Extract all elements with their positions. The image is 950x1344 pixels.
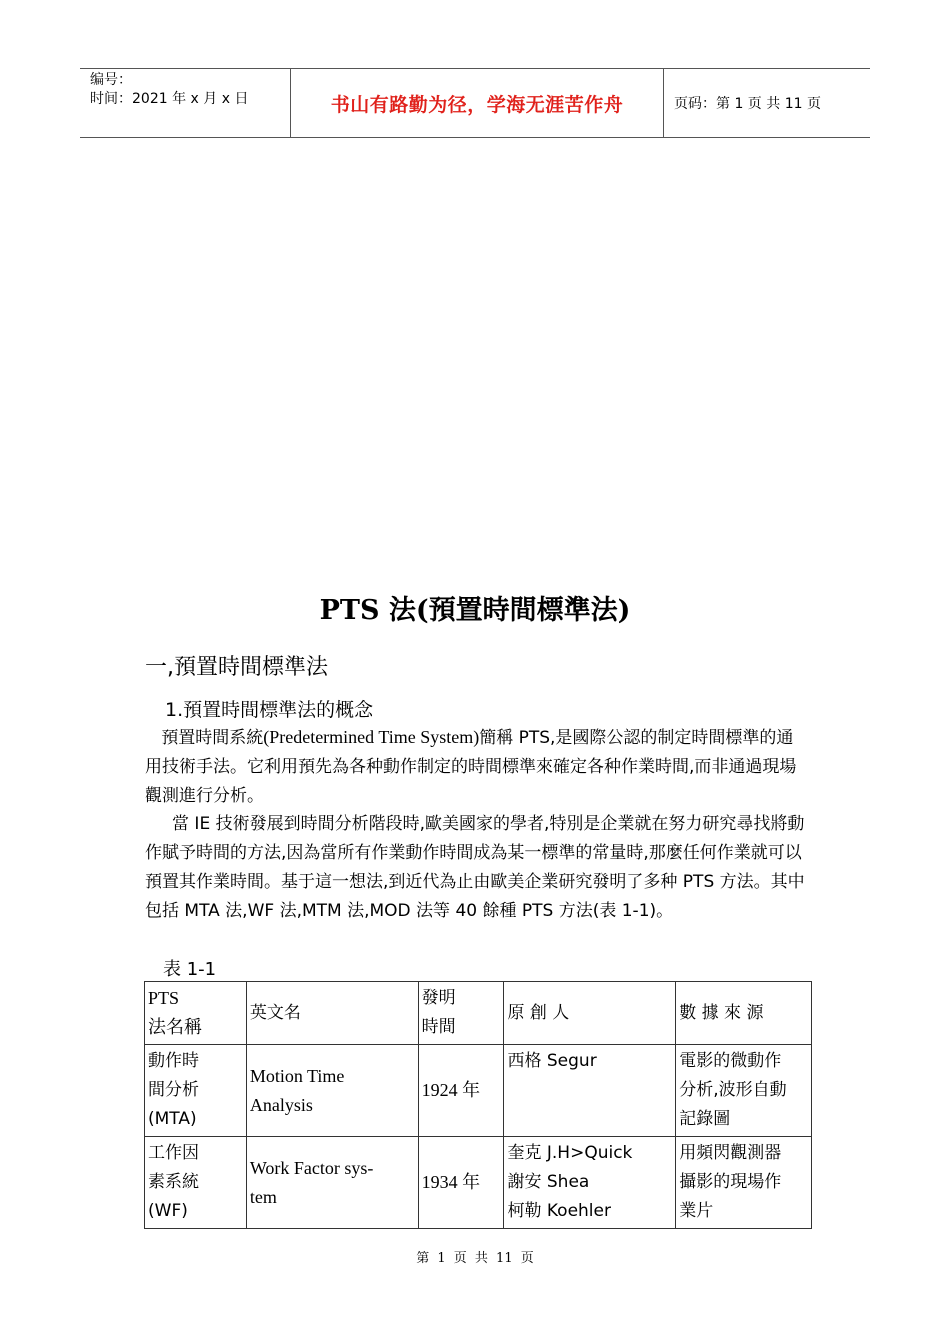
table-cell: Work Factor sys- tem [246,1137,418,1229]
table-cell: 工作因 素系統 (WF) [145,1137,247,1229]
table-cell: 西格 Segur [504,1045,676,1137]
table-cell: 動作時 間分析 (MTA) [145,1045,247,1137]
header-motto: 书山有路勤为径，学海无涯苦作舟 [290,69,664,137]
header-cell: 原 創 人 [504,982,676,1045]
table-cell: 用頻閃觀測器 攝影的現場作 業片 [676,1137,812,1229]
header-cell: 數 據 來 源 [676,982,812,1045]
header-meta [80,69,290,137]
section-heading: 一,預置時間標準法 [145,655,328,680]
pts-methods-table [144,981,812,1229]
time-label: 时间：2021 年 x 月 x 日 [90,91,249,107]
table-cell: Motion Time Analysis [246,1045,418,1137]
paragraph-1-part-b: (Predetermined Time System) [263,727,480,747]
paragraph-2-text: 當 IE 技術發展到時間分析階段時,歐美國家的學者,特別是企業就在努力研究尋找將動作賦予時間的方法,因為當所有作業動作時間成為某一標準的常量時,那麼任何作業就可以預置其作業時間。基于這一想法,到近代為止由歐美企業研究發明了多种 PTS 方法。其中包括 MTA 法,WF 法,MTM 法,MOD 法等 40 餘種 PTS 方法(表 1-1)。 [145,814,805,921]
subsection-heading: 1.預置時間標準法的概念 [165,699,374,721]
document-title: PTS 法(預置時間標準法) [319,595,631,626]
table-cell: 1934 年 [418,1137,504,1229]
table-cell: 1924 年 [418,1045,504,1137]
table-caption: 表 1-1 [163,959,217,980]
page-footer: 第 1 页 共 11 页 [416,1251,534,1266]
page-header [80,68,870,138]
table-row [145,1137,812,1229]
paragraph-1-part-c: 簡稱 PTS,是國際公認的制定時間標準的通用技術手法。它利用預先為各种動作制定的時間標準來確定各种作業時間,而非通過現場觀測進行分析。 [145,728,797,806]
paragraph-2 [145,810,805,926]
header-cell: 英文名 [246,982,418,1045]
paragraph-1-part-a: 預置時間系統 [161,728,264,748]
table-row [145,1045,812,1137]
table-cell: 奎克 J.H>Quick 謝安 Shea 柯勒 Koehler [504,1137,676,1229]
header-page-info: 页码：第 1 页 共 11 页 [674,96,821,112]
table-cell: 電影的微動作 分析,波形自動 記錄圖 [676,1045,812,1137]
header-cell: 發明 時間 [418,982,504,1045]
code-label: 编号： [90,72,132,88]
paragraph-1 [145,723,805,811]
table-header-row [145,982,812,1045]
header-cell: PTS 法名稱 [145,982,247,1045]
